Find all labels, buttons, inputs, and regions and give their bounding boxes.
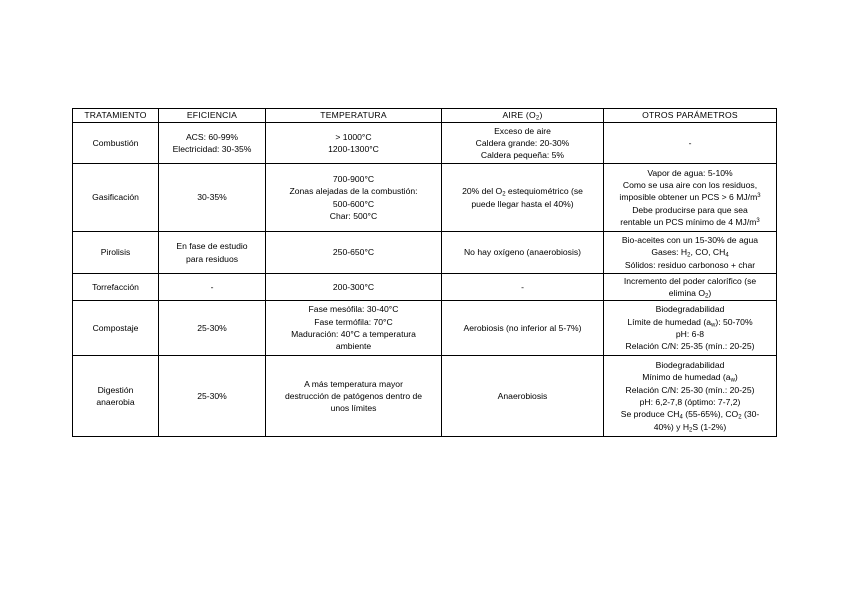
cell-pirolisis-aire: No hay oxígeno (anaerobiosis) — [442, 232, 604, 274]
cell-compostaje-otros: Biodegradabilidad Límite de humedad $(a_w)$: 50-70% pH: 6-8 Relación C/N: 25-35 (mín.: 20-25) — [604, 301, 777, 356]
cell-digestion-name: Digestión anaerobia — [73, 356, 159, 437]
cell-gasificacion-aire: 20% del $O_2$ estequiométrico (se puede llegar hasta el 40%) — [442, 164, 604, 232]
cell-torrefaccion-temperatura: 200-300°C — [266, 274, 442, 301]
cell-combustion-temperatura: > 1000°C 1200-1300°C — [266, 123, 442, 164]
header-otros: OTROS PARÁMETROS — [604, 109, 777, 123]
cell-pirolisis-temperatura: 250-650°C — [266, 232, 442, 274]
cell-gasificacion-temperatura: 700-900°C Zonas alejadas de la combustión: 500-600°C Char: 500°C — [266, 164, 442, 232]
header-temperatura: TEMPERATURA — [266, 109, 442, 123]
cell-torrefaccion-name: Torrefacción — [73, 274, 159, 301]
cell-pirolisis-eficiencia: En fase de estudio para residuos — [159, 232, 266, 274]
cell-combustion-otros: - — [604, 123, 777, 164]
cell-compostaje-eficiencia: 25-30% — [159, 301, 266, 356]
cell-torrefaccion-eficiencia: - — [159, 274, 266, 301]
cell-combustion-aire: Exceso de aire Caldera grande: 20-30% Caldera pequeña: 5% — [442, 123, 604, 164]
cell-gasificacion-otros: Vapor de agua: 5-10% Como se usa aire con los residuos, imposible obtener un PCS > 6 $MJ/m^3$ Debe producirse para que sea rentable un PCS mínimo de 4 $MJ/m^3$ — [604, 164, 777, 232]
cell-compostaje-temperatura: Fase mesófila: 30-40°C Fase termófila: 70°C Maduración: 40°C a temperatura ambiente — [266, 301, 442, 356]
row-gasificacion — [73, 164, 777, 232]
header-row — [73, 109, 777, 123]
cell-compostaje-name: Compostaje — [73, 301, 159, 356]
cell-pirolisis-name: Pirolisis — [73, 232, 159, 274]
cell-combustion-name: Combustión — [73, 123, 159, 164]
row-digestion — [73, 356, 777, 437]
treatments-table — [72, 108, 777, 437]
cell-digestion-temperatura: A más temperatura mayor destrucción de patógenos dentro de unos límites — [266, 356, 442, 437]
header-tratamiento: TRATAMIENTO — [73, 109, 159, 123]
cell-torrefaccion-aire: - — [442, 274, 604, 301]
cell-torrefaccion-otros: Incremento del poder calorífico (se elimina $O_2$) — [604, 274, 777, 301]
row-compostaje — [73, 301, 777, 356]
cell-digestion-otros: Biodegradabilidad Mínimo de humedad $(a_w)$ Relación C/N: 25-30 (mín.: 20-25) pH: 6,2-7,8 (óptimo: 7-7,2) Se produce $CH_4$ (55-65%), $CO_2$ (30- 40%) y $H_2S$ (1-2%) — [604, 356, 777, 437]
header-eficiencia: EFICIENCIA — [159, 109, 266, 123]
cell-compostaje-aire: Aerobiosis (no inferior al 5-7%) — [442, 301, 604, 356]
row-combustion — [73, 123, 777, 164]
cell-gasificacion-eficiencia: 30-35% — [159, 164, 266, 232]
cell-pirolisis-otros: Bio-aceites con un 15-30% de agua Gases: $H_2$, CO, $CH_4$ Sólidos: residuo carbonoso + char — [604, 232, 777, 274]
header-aire: AIRE $(O_2)$ — [442, 109, 604, 123]
cell-digestion-eficiencia: 25-30% — [159, 356, 266, 437]
cell-combustion-eficiencia: ACS: 60-99% Electricidad: 30-35% — [159, 123, 266, 164]
row-pirolisis — [73, 232, 777, 274]
row-torrefaccion — [73, 274, 777, 301]
cell-digestion-aire: Anaerobiosis — [442, 356, 604, 437]
cell-gasificacion-name: Gasificación — [73, 164, 159, 232]
